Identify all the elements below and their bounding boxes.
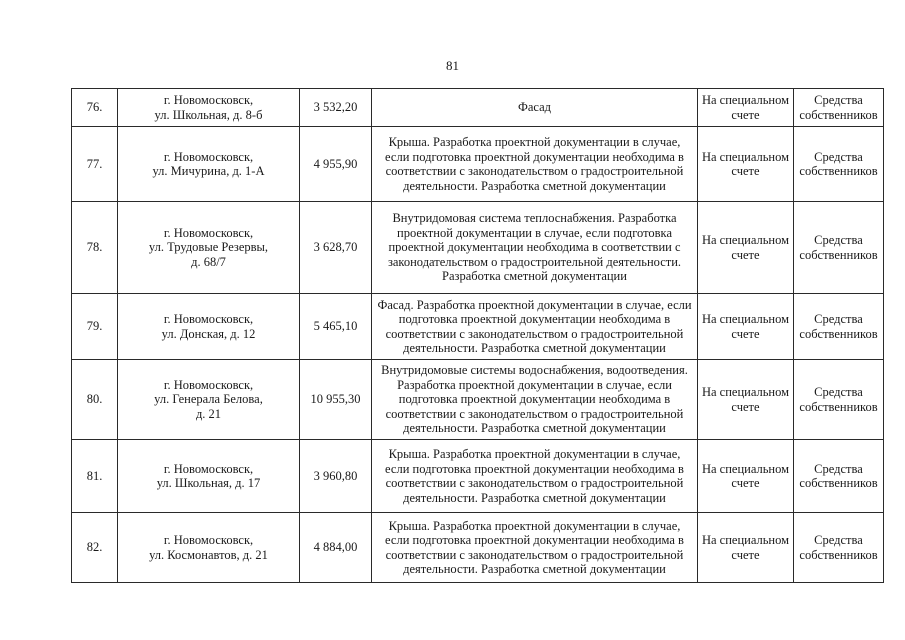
row-number: 81. <box>72 440 118 513</box>
house-area: 4 955,90 <box>300 127 372 202</box>
funding-source: Средства собственников <box>794 202 884 294</box>
work-description: Внутридомовые системы водоснабжения, водоотведения. Разработка проектной документации в случае, если подготовка проектной документации необходима в соответствии с законодательством о градостроительной деятельности. Разработка сметной документации <box>372 360 698 440</box>
table-row <box>72 440 884 513</box>
work-description: Крыша. Разработка проектной документации в случае, если подготовка проектной документации необходима в соответствии с законодательством о градостроительной деятельности. Разработка сметной документации <box>372 513 698 583</box>
fund-account: На специальном счете <box>698 127 794 202</box>
house-address: г. Новомосковск, ул. Трудовые Резервы, д. 68/7 <box>118 202 300 294</box>
fund-account: На специальном счете <box>698 294 794 360</box>
funding-source: Средства собственников <box>794 294 884 360</box>
work-description: Крыша. Разработка проектной документации в случае, если подготовка проектной документации необходима в соответствии с законодательством о градостроительной деятельности. Разработка сметной документации <box>372 127 698 202</box>
house-area: 3 628,70 <box>300 202 372 294</box>
funding-source: Средства собственников <box>794 513 884 583</box>
table-row <box>72 202 884 294</box>
house-address: г. Новомосковск, ул. Школьная, д. 8-б <box>118 89 300 127</box>
fund-account: На специальном счете <box>698 360 794 440</box>
fund-account: На специальном счете <box>698 513 794 583</box>
funding-source: Средства собственников <box>794 360 884 440</box>
table-row <box>72 294 884 360</box>
row-number: 76. <box>72 89 118 127</box>
table-row <box>72 127 884 202</box>
table-row <box>72 360 884 440</box>
house-address: г. Новомосковск, ул. Школьная, д. 17 <box>118 440 300 513</box>
page-number: 81 <box>446 58 459 73</box>
row-number: 79. <box>72 294 118 360</box>
work-description: Фасад. Разработка проектной документации в случае, если подготовка проектной документации необходима в соответствии с законодательством о градостроительной деятельности. Разработка сметной документации <box>372 294 698 360</box>
house-area: 3 532,20 <box>300 89 372 127</box>
house-area: 5 465,10 <box>300 294 372 360</box>
table-row <box>72 513 884 583</box>
row-number: 82. <box>72 513 118 583</box>
house-address: г. Новомосковск, ул. Мичурина, д. 1-А <box>118 127 300 202</box>
house-address: г. Новомосковск, ул. Донская, д. 12 <box>118 294 300 360</box>
funding-source: Средства собственников <box>794 89 884 127</box>
repair-program-table <box>71 88 884 583</box>
funding-source: Средства собственников <box>794 440 884 513</box>
funding-source: Средства собственников <box>794 127 884 202</box>
row-number: 80. <box>72 360 118 440</box>
work-description: Крыша. Разработка проектной документации в случае, если подготовка проектной документации необходима в соответствии с законодательством о градостроительной деятельности. Разработка сметной документации <box>372 440 698 513</box>
house-area: 4 884,00 <box>300 513 372 583</box>
fund-account: На специальном счете <box>698 89 794 127</box>
house-address: г. Новомосковск, ул. Генерала Белова, д. 21 <box>118 360 300 440</box>
work-description: Фасад <box>372 89 698 127</box>
row-number: 78. <box>72 202 118 294</box>
fund-account: На специальном счете <box>698 202 794 294</box>
fund-account: На специальном счете <box>698 440 794 513</box>
house-area: 10 955,30 <box>300 360 372 440</box>
house-area: 3 960,80 <box>300 440 372 513</box>
house-address: г. Новомосковск, ул. Космонавтов, д. 21 <box>118 513 300 583</box>
row-number: 77. <box>72 127 118 202</box>
table-row <box>72 89 884 127</box>
work-description: Внутридомовая система теплоснабжения. Разработка проектной документации в случае, если подготовка проектной документации необходима в соответствии с законодательством о градостроительной деятельности. Разработка сметной документации <box>372 202 698 294</box>
